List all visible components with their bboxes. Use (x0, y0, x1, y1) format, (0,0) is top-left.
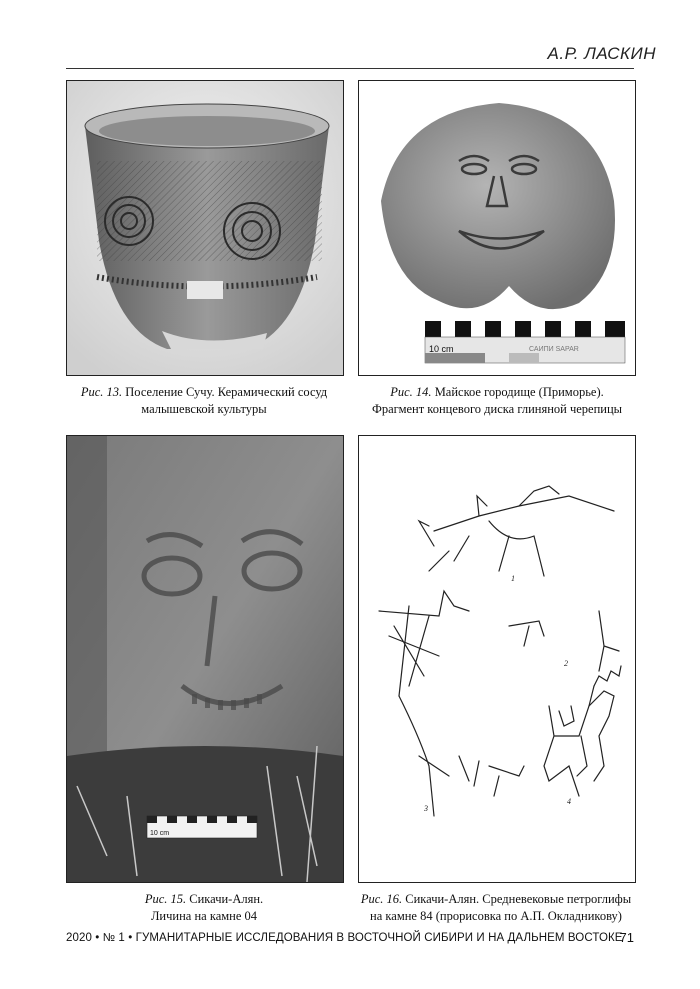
figure-16-petroglyph-drawing (358, 435, 636, 883)
figure-15-rock-face-photo (66, 435, 344, 883)
figure-15-label: Рис. 15. (144, 892, 187, 906)
figure-15-caption (66, 891, 342, 925)
figure-13-caption-line1: Поселение Сучу. Керамический сосуд (125, 385, 328, 399)
figure-14-tile-disc-photo (358, 80, 636, 376)
figure-14-caption-line2: Фрагмент концевого диска глиняной черепицы (371, 402, 623, 416)
running-header-author: А.Р. ЛАСКИН (547, 44, 656, 63)
petroglyph-number-4: 4 (567, 797, 571, 806)
footer-journal-title: 2020 • № 1 • ГУМАНИТАРНЫЕ ИССЛЕДОВАНИЯ В ВОСТОЧНОЙ СИБИРИ И НА ДАЛЬНЕМ ВОСТОКЕ (66, 932, 623, 944)
scale-bar-logo: САИПИ SAPAR (529, 346, 579, 353)
figure-16-caption-line2: на камне 84 (прорисовка по А.П. Окладникову) (370, 909, 622, 923)
figure-16-label: Рис. 16. (360, 892, 403, 906)
figure-14-caption-line1: Майское городище (Приморье). (434, 385, 604, 399)
figure-16-caption (348, 891, 644, 925)
figure-13-label: Рис. 13. (80, 385, 123, 399)
figure-14-label: Рис. 14. (390, 385, 432, 399)
scale-bar-label-15: 10 cm (150, 830, 170, 837)
scale-bar-label: 10 cm (429, 344, 454, 354)
figure-14-caption (352, 384, 642, 418)
petroglyph-number-2: 2 (564, 659, 568, 668)
figure-16-caption-line1: Сикачи-Алян. Средневековые петроглифы (405, 892, 632, 906)
petroglyph-number-1: 1 (511, 574, 515, 583)
figure-13-caption (66, 384, 342, 418)
figure-13-caption-line2: малышевской культуры (141, 402, 267, 416)
page-number: 71 (619, 930, 634, 945)
figure-13-vessel-photo (66, 80, 344, 376)
figure-15-caption-line2: Личина на камне 04 (150, 909, 258, 923)
figure-15-caption-line1: Сикачи-Алян. (189, 892, 264, 906)
header-rule (66, 68, 634, 69)
petroglyph-number-3: 3 (424, 804, 428, 813)
